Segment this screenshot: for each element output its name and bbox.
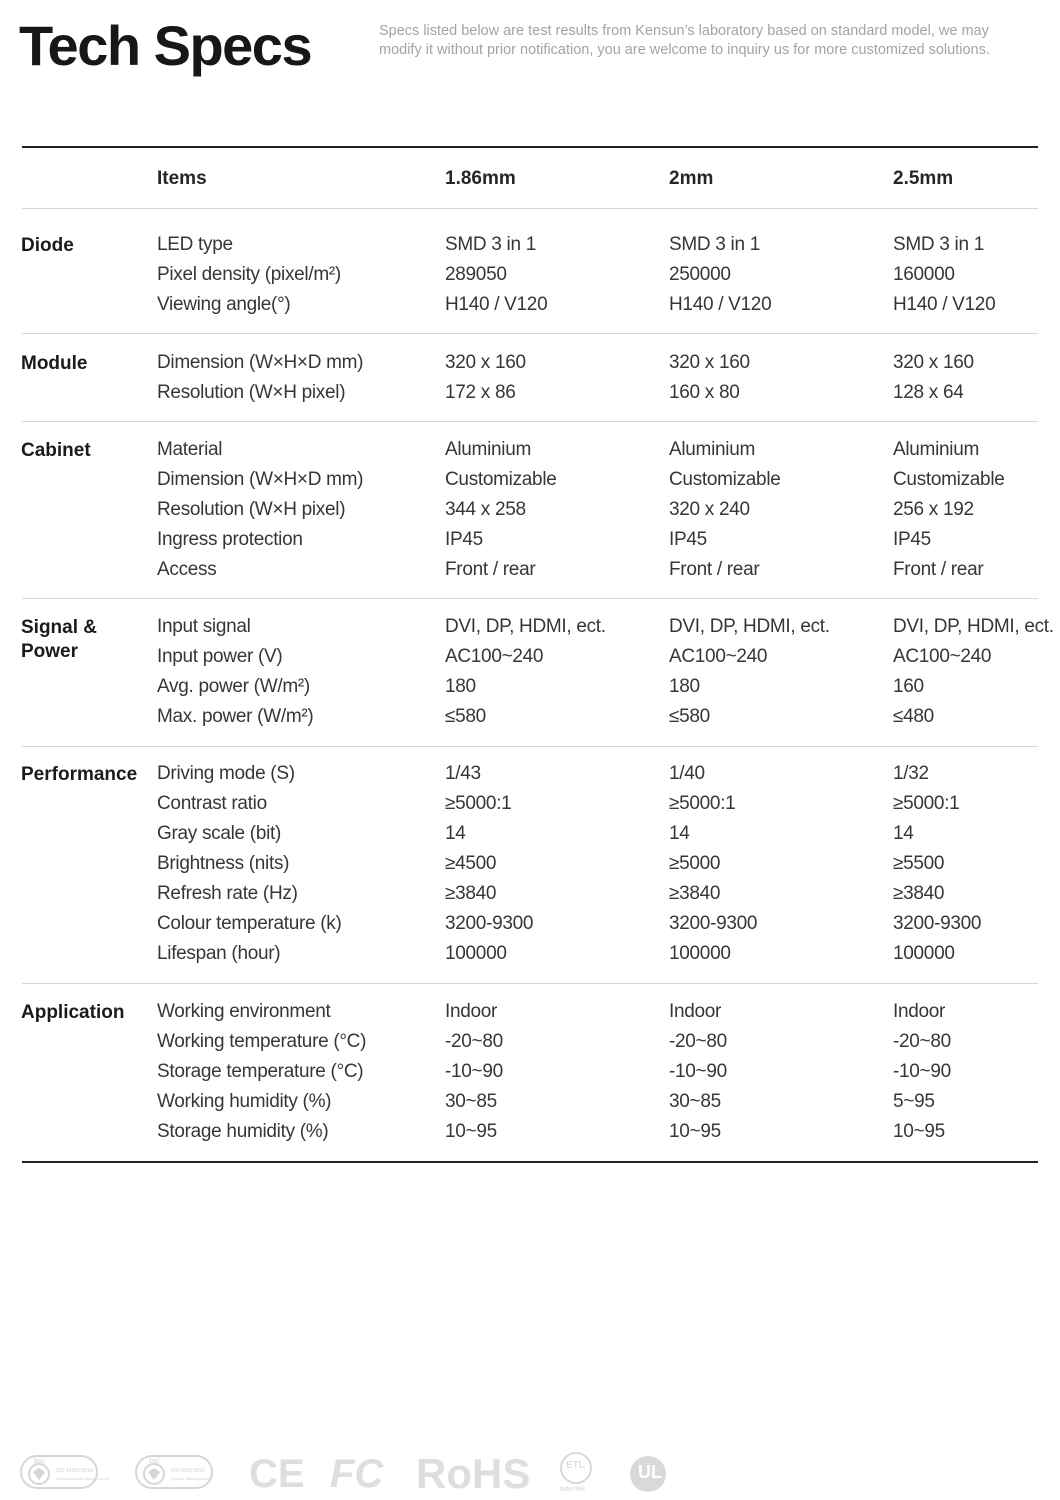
spec-value-cell: -10~90 [893, 1061, 951, 1082]
section-divider [22, 333, 1038, 334]
spec-item-label: Brightness (nits) [157, 853, 290, 874]
spec-value-cell: 30~85 [669, 1091, 721, 1112]
spec-value-cell: 100000 [445, 943, 507, 964]
section-title: Cabinet [21, 440, 91, 461]
bsi-standard-label: ISO 14001:2015 [56, 1468, 93, 1474]
spec-item-label: Avg. power (W/m²) [157, 676, 310, 697]
spec-value-cell: Indoor [445, 1001, 498, 1022]
ce-mark: CE [249, 1452, 305, 1496]
spec-value-cell: -10~90 [669, 1061, 727, 1082]
spec-value-cell: AC100~240 [445, 646, 544, 667]
spec-value-cell: 256 x 192 [893, 499, 974, 520]
spec-value-cell: IP45 [893, 529, 931, 550]
spec-value-cell: ≥5000:1 [669, 793, 736, 814]
bsi-brand-label: bsi. [34, 1458, 47, 1465]
spec-value-cell: 10~95 [669, 1121, 721, 1142]
spec-value-cell: 10~95 [893, 1121, 945, 1142]
section-divider [22, 598, 1038, 599]
spec-value-cell: SMD 3 in 1 [669, 234, 760, 255]
spec-item-label: Ingress protection [157, 529, 303, 550]
section-title: Performance [21, 764, 138, 785]
section-title: Diode [21, 235, 74, 256]
spec-item-label: Working humidity (%) [157, 1091, 332, 1112]
spec-value-cell: 3200-9300 [669, 913, 758, 934]
spec-item-label: Max. power (W/m²) [157, 706, 314, 727]
spec-value-cell: -20~80 [669, 1031, 727, 1052]
spec-value-cell: DVI, DP, HDMI, ect. [445, 616, 606, 637]
spec-value-cell: ≤580 [669, 706, 710, 727]
spec-value-cell: Aluminium [445, 439, 531, 460]
spec-value-cell: 100000 [893, 943, 955, 964]
bsi-standard-label: ISO 9001:2015 [171, 1468, 205, 1474]
table-top-rule [22, 146, 1038, 148]
spec-value-cell: Indoor [669, 1001, 722, 1022]
spec-value-cell: 160000 [893, 264, 955, 285]
spec-value-cell: 30~85 [445, 1091, 497, 1112]
spec-value-cell: 1/32 [893, 763, 929, 784]
spec-value-cell: 14 [893, 823, 914, 844]
spec-value-cell: Aluminium [893, 439, 979, 460]
spec-value-cell: 1/43 [445, 763, 481, 784]
spec-value-cell: Indoor [893, 1001, 946, 1022]
spec-value-cell: 320 x 160 [669, 352, 750, 373]
spec-value-cell: 128 x 64 [893, 382, 964, 403]
spec-value-cell: 14 [669, 823, 690, 844]
spec-value-cell: 5~95 [893, 1091, 935, 1112]
spec-value-cell: 160 [893, 676, 924, 697]
bsi-iso14001-logo [20, 1450, 110, 1499]
spec-item-label: Viewing angle(°) [157, 294, 291, 315]
spec-item-label: Contrast ratio [157, 793, 267, 814]
spec-value-cell: ≤580 [445, 706, 486, 727]
spec-value-cell: -10~90 [445, 1061, 503, 1082]
spec-value-cell: ≥3840 [893, 883, 945, 904]
column-header-2mm: 2mm [669, 168, 714, 189]
spec-value-cell: 10~95 [445, 1121, 497, 1142]
spec-value-cell: ≥3840 [445, 883, 497, 904]
spec-value-cell: Customizable [445, 469, 557, 490]
spec-value-cell: 160 x 80 [669, 382, 740, 403]
etl-logo [556, 1450, 596, 1499]
spec-item-label: Input signal [157, 616, 251, 637]
spec-item-label: Lifespan (hour) [157, 943, 281, 964]
spec-value-cell: -20~80 [893, 1031, 951, 1052]
disclaimer-text: Specs listed below are test results from Kensun’s laboratory based on standard model, we may modify it without prior notification, you are welcome to inquiry us for more customized solutions. [379, 23, 990, 58]
header-divider [22, 208, 1038, 209]
spec-item-label: LED type [157, 234, 233, 255]
bsi-brand-label: bsi. [149, 1458, 162, 1465]
spec-item-label: Input power (V) [157, 646, 283, 667]
table-bottom-rule [22, 1161, 1038, 1163]
spec-value-cell: 3200-9300 [893, 913, 982, 934]
spec-value-cell: IP45 [445, 529, 483, 550]
spec-value-cell: Customizable [669, 469, 781, 490]
spec-value-cell: ≥4500 [445, 853, 497, 874]
spec-value-cell: ≥5000 [669, 853, 721, 874]
spec-value-cell: ≥3840 [669, 883, 721, 904]
spec-item-label: Storage humidity (%) [157, 1121, 329, 1142]
spec-value-cell: Aluminium [669, 439, 755, 460]
ul-logo [628, 1450, 668, 1499]
etl-caption-label: Intertek [560, 1486, 586, 1493]
spec-value-cell: H140 / V120 [893, 294, 996, 315]
section-divider [22, 746, 1038, 747]
spec-value-cell: ≤480 [893, 706, 934, 727]
column-header-items: Items [157, 168, 207, 189]
spec-item-label: Dimension (W×H×D mm) [157, 469, 364, 490]
spec-value-cell: Customizable [893, 469, 1005, 490]
spec-value-cell: SMD 3 in 1 [893, 234, 984, 255]
spec-value-cell: DVI, DP, HDMI, ect. [893, 616, 1054, 637]
spec-item-label: Dimension (W×H×D mm) [157, 352, 364, 373]
spec-value-cell: 344 x 258 [445, 499, 526, 520]
spec-value-cell: 14 [445, 823, 466, 844]
spec-value-cell: IP45 [669, 529, 707, 550]
spec-item-label: Resolution (W×H pixel) [157, 382, 346, 403]
fcc-mark: FC [330, 1452, 384, 1496]
page-title: Tech Specs [19, 14, 312, 77]
spec-value-cell: 3200-9300 [445, 913, 534, 934]
bsi-caption-label: Quality Management [171, 1476, 211, 1481]
spec-value-cell: H140 / V120 [669, 294, 772, 315]
spec-value-cell: AC100~240 [893, 646, 992, 667]
spec-item-label: Working temperature (°C) [157, 1031, 367, 1052]
spec-value-cell: ≥5000:1 [445, 793, 512, 814]
spec-value-cell: 320 x 160 [445, 352, 526, 373]
section-divider [22, 421, 1038, 422]
spec-value-cell: Front / rear [669, 559, 760, 580]
bsi-iso9001-logo [135, 1450, 215, 1499]
spec-item-label: Refresh rate (Hz) [157, 883, 298, 904]
spec-value-cell: 180 [669, 676, 700, 697]
spec-value-cell: Front / rear [893, 559, 984, 580]
spec-value-cell: 320 x 240 [669, 499, 750, 520]
section-title: Signal & Power [21, 617, 98, 662]
spec-value-cell: 1/40 [669, 763, 705, 784]
section-title: Module [21, 353, 88, 374]
spec-item-label: Colour temperature (k) [157, 913, 342, 934]
spec-item-label: Working environment [157, 1001, 331, 1022]
spec-value-cell: ≥5000:1 [893, 793, 960, 814]
spec-value-cell: Front / rear [445, 559, 536, 580]
spec-value-cell: 180 [445, 676, 476, 697]
spec-item-label: Driving mode (S) [157, 763, 295, 784]
column-header-1-86mm: 1.86mm [445, 168, 516, 189]
ul-mark-label: UL [638, 1462, 662, 1482]
spec-item-label: Gray scale (bit) [157, 823, 282, 844]
spec-item-label: Storage temperature (°C) [157, 1061, 364, 1082]
spec-value-cell: ≥5500 [893, 853, 945, 874]
spec-value-cell: -20~80 [445, 1031, 503, 1052]
spec-value-cell: 100000 [669, 943, 731, 964]
spec-item-label: Resolution (W×H pixel) [157, 499, 346, 520]
spec-value-cell: 320 x 160 [893, 352, 974, 373]
spec-value-cell: SMD 3 in 1 [445, 234, 536, 255]
spec-value-cell: 250000 [669, 264, 731, 285]
spec-value-cell: AC100~240 [669, 646, 768, 667]
spec-value-cell: 289050 [445, 264, 507, 285]
spec-item-label: Access [157, 559, 217, 580]
bsi-caption-label: Environmental Management [56, 1476, 110, 1481]
section-title: Application [21, 1002, 125, 1023]
spec-item-label: Material [157, 439, 223, 460]
spec-value-cell: 172 x 86 [445, 382, 516, 403]
spec-item-label: Pixel density (pixel/m²) [157, 264, 341, 285]
etl-mark-label: ETL [566, 1460, 585, 1471]
spec-value-cell: DVI, DP, HDMI, ect. [669, 616, 830, 637]
section-divider [22, 983, 1038, 984]
column-header-2-5mm: 2.5mm [893, 168, 954, 189]
rohs-mark: RoHS [416, 1450, 531, 1497]
spec-value-cell: H140 / V120 [445, 294, 548, 315]
